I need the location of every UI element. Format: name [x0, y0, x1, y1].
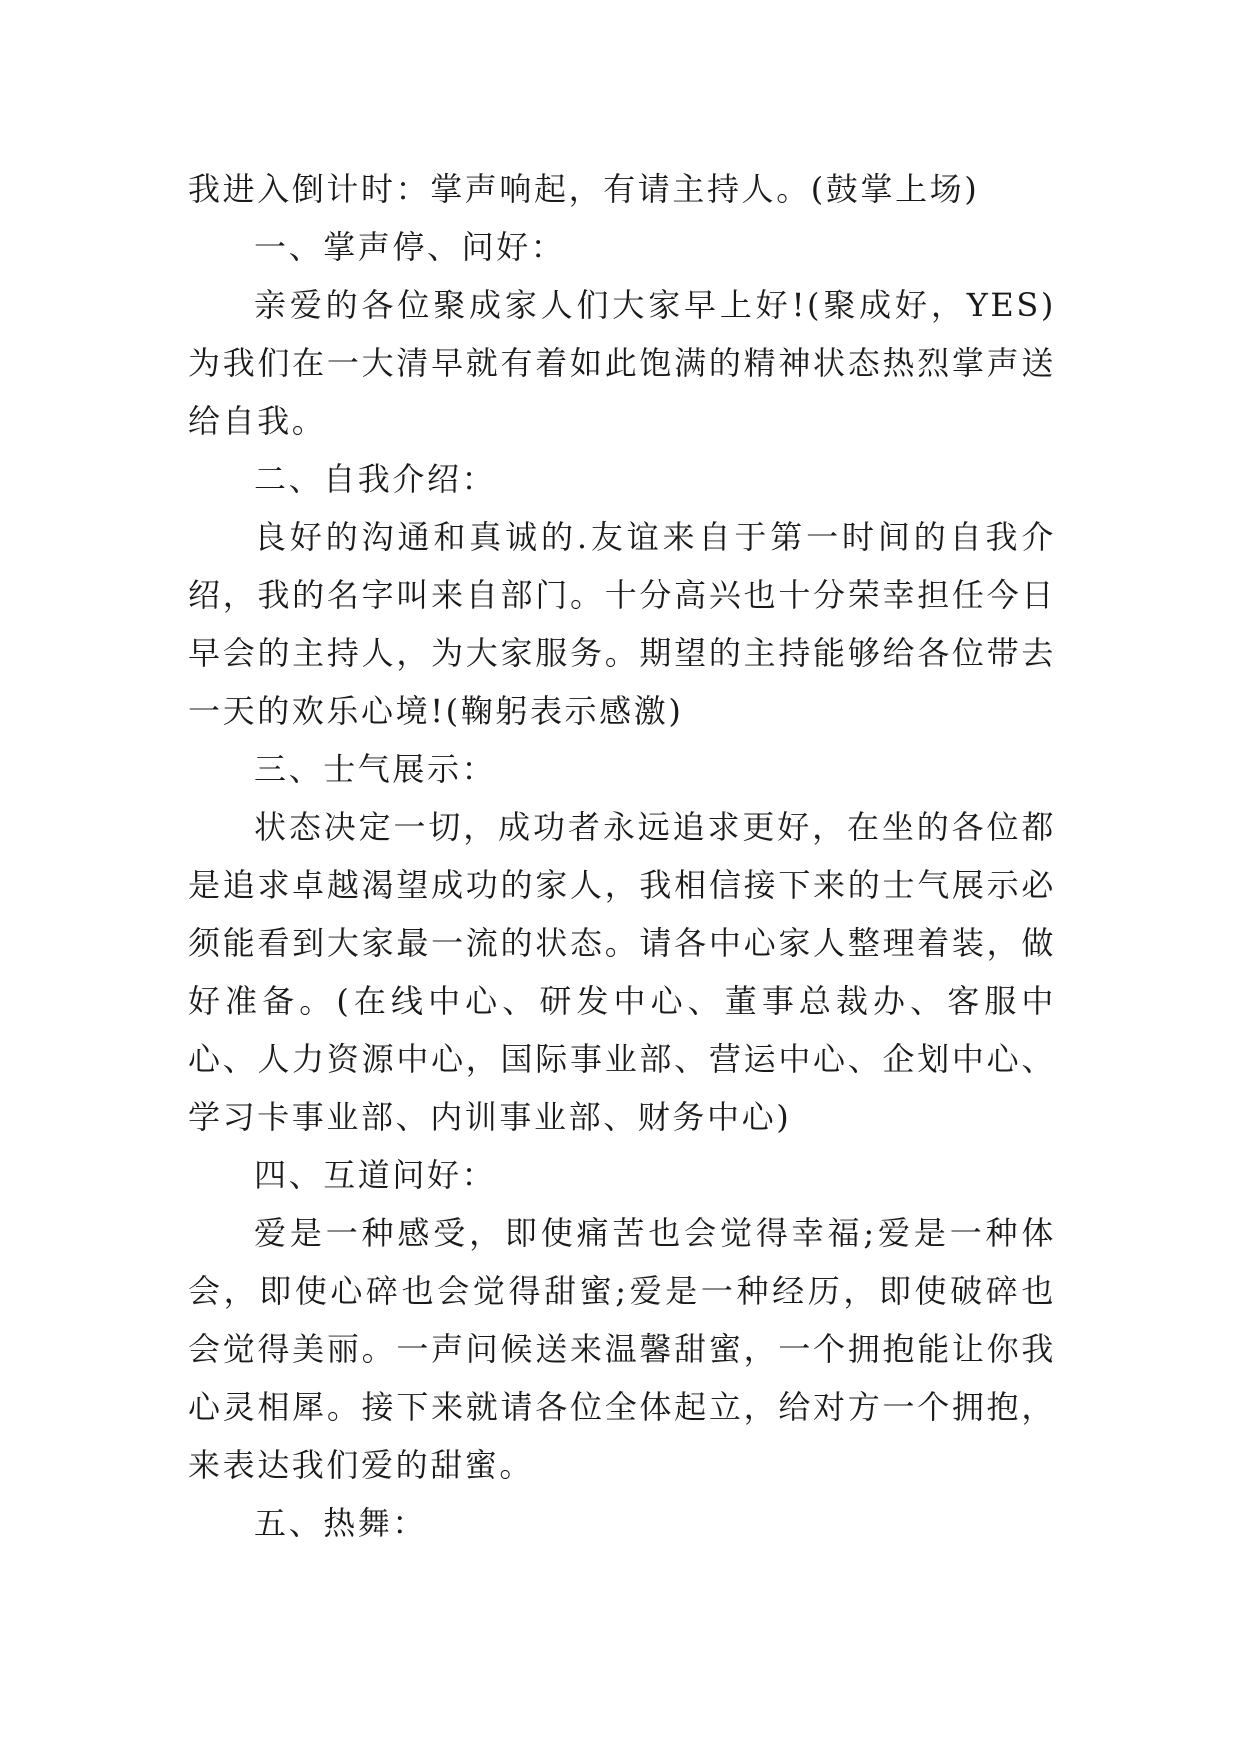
paragraph-mutual-greeting: 爱是一种感受，即使痛苦也会觉得幸福;爱是一种体会，即使心碎也会觉得甜蜜;爱是一种经历，即使破碎也会觉得美丽。一声问候送来温馨甜蜜，一个拥抱能让你我心灵相犀。接下来就请各位全体起立，给对方一个拥抱，来表达我们爱的甜蜜。: [188, 1214, 1056, 1484]
paragraph-greeting: 亲爱的各位聚成家人们大家早上好!(聚成好，YES)为我们在一大清早就有着如此饱满的精神状态热烈掌声送给自我。: [188, 286, 1056, 440]
paragraph-intro: 我进入倒计时：掌声响起，有请主持人。(鼓掌上场): [188, 170, 980, 208]
section-heading-greeting: 一、掌声停、问好：: [254, 228, 566, 266]
paragraph-self-intro: 良好的沟通和真诚的.友谊来自于第一时间的自我介绍，我的名字叫来自部门。十分高兴也十分荣幸担任今日早会的主持人，为大家服务。期望的主持能够给各位带去一天的欢乐心境!(鞠躬表示感激): [188, 518, 1056, 730]
section-heading-self-intro: 二、自我介绍：: [254, 460, 497, 498]
document-page: [188, 160, 1056, 1552]
section-heading-morale: 三、士气展示：: [254, 750, 497, 788]
section-heading-dance: 五、热舞：: [254, 1504, 428, 1542]
paragraph-morale: 状态决定一切，成功者永远追求更好，在坐的各位都是追求卓越渴望成功的家人，我相信接下来的士气展示必须能看到大家最一流的状态。请各中心家人整理着装，做好准备。(在线中心、研发中心、董事总裁办、客服中心、人力资源中心，国际事业部、营运中心、企划中心、学习卡事业部、内训事业部、财务中心): [188, 808, 1056, 1136]
section-heading-mutual-greeting: 四、互道问好：: [254, 1156, 497, 1194]
